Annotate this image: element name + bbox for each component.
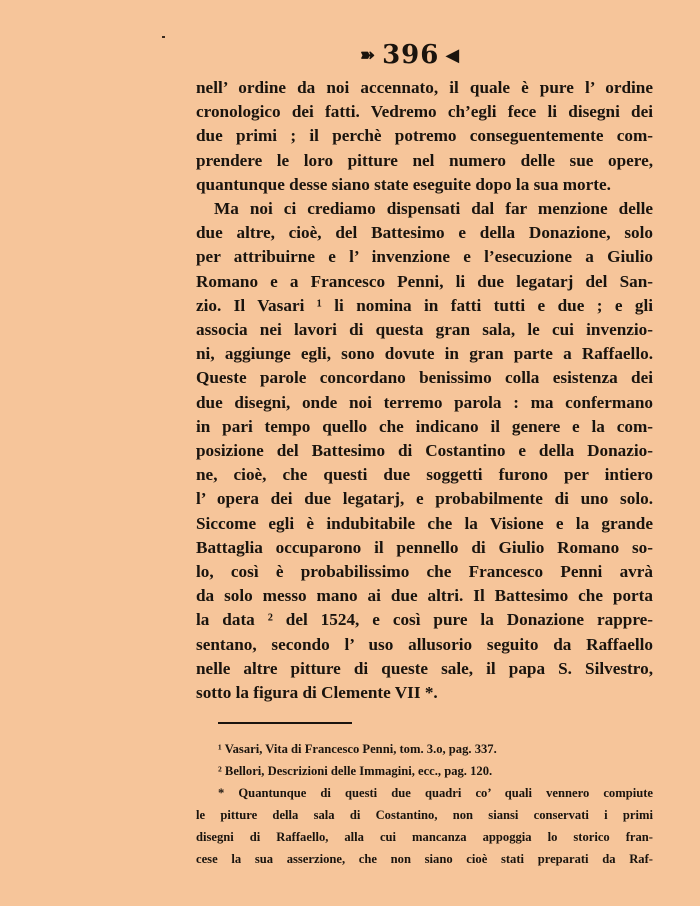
text-line: due primi ; il perchè potremo conseguentemente com- xyxy=(196,126,653,146)
text-line: Romano e a Francesco Penni, li due legatarj del San- xyxy=(196,271,653,291)
text-line: per attribuirne e l’ invenzione e l’esecuzione a Giulio xyxy=(196,247,653,267)
text-line: lo, così è probabilissimo che Francesco Penni avrà xyxy=(196,562,653,582)
text-line: Battaglia occuparono il pennello di Giulio Romano so- xyxy=(196,537,653,557)
footnote: cese la sua asserzione, che non siano cioè stati preparati da Raf- xyxy=(196,852,653,866)
footnote: le pitture della sala di Costantino, non siansi conservati i primi xyxy=(196,808,653,822)
text-line: Queste parole concordano benissimo colla esistenza dei xyxy=(196,368,653,388)
text-line: da solo messo mano ai due altri. Il Battesimo che porta xyxy=(196,586,653,606)
main-text xyxy=(196,76,653,705)
footnote: ² Bellori, Descrizioni delle Immagini, ecc., pag. 120. xyxy=(218,764,493,778)
pointing-hand-right-icon: ◀ xyxy=(445,44,461,66)
text-line: ni, aggiunge egli, sono dovute in gran parte a Raffaello. xyxy=(196,344,653,364)
text-line: nell’ ordine da noi accennato, il quale è pure l’ ordine xyxy=(196,78,653,97)
text-line: due disegni, onde noi terremo parola : ma confermano xyxy=(196,392,653,412)
footnote-divider xyxy=(218,722,352,724)
footnote: * Quantunque di questi due quadri co’ quali vennero compiute xyxy=(218,786,653,800)
page-header xyxy=(360,40,460,70)
text-line: associa nei lavori di questa gran sala, le cui invenzio- xyxy=(196,320,653,340)
text-line: Ma noi ci crediamo dispensati dal far menzione delle xyxy=(214,199,653,219)
page-number: 396 xyxy=(382,40,440,70)
text-line: in pari tempo quello che indicano il genere e la com- xyxy=(196,416,653,436)
ink-speck xyxy=(162,36,165,38)
text-line: due altre, cioè, del Battesimo e della Donazione, solo xyxy=(196,223,653,243)
text-line: posizione del Battesimo di Costantino e della Donazio- xyxy=(196,441,653,461)
text-line: prendere le loro pitture nel numero delle sue opere, xyxy=(196,150,653,170)
text-line: la data ² del 1524, e così pure la Donazione rappre- xyxy=(196,610,653,630)
text-line: sentano, secondo l’ uso allusorio seguito da Raffaello xyxy=(196,634,653,654)
text-line: l’ opera dei due legatarj, e probabilmente di uno solo. xyxy=(196,489,653,509)
text-line: cronologico dei fatti. Vedremo ch’egli fece li disegni dei xyxy=(196,102,653,122)
pointing-hand-left-icon: ➽ xyxy=(360,44,377,66)
text-line: zio. Il Vasari ¹ li nomina in fatti tutti e due ; e gli xyxy=(196,295,653,315)
footnote: ¹ Vasari, Vita di Francesco Penni, tom. 3.o, pag. 337. xyxy=(218,742,497,756)
footnote: disegni di Raffaello, alla cui mancanza appoggia lo storico fran- xyxy=(196,830,653,844)
text-line: nelle altre pitture di queste sale, il papa S. Silvestro, xyxy=(196,658,653,678)
footnotes xyxy=(196,738,653,870)
text-line: ne, cioè, che questi due soggetti furono per intiero xyxy=(196,465,653,485)
text-line: Siccome egli è indubitabile che la Visione e la grande xyxy=(196,513,653,533)
text-line: quantunque desse siano state eseguite dopo la sua morte. xyxy=(196,174,611,194)
text-line: sotto la figura di Clemente VII *. xyxy=(196,683,438,703)
